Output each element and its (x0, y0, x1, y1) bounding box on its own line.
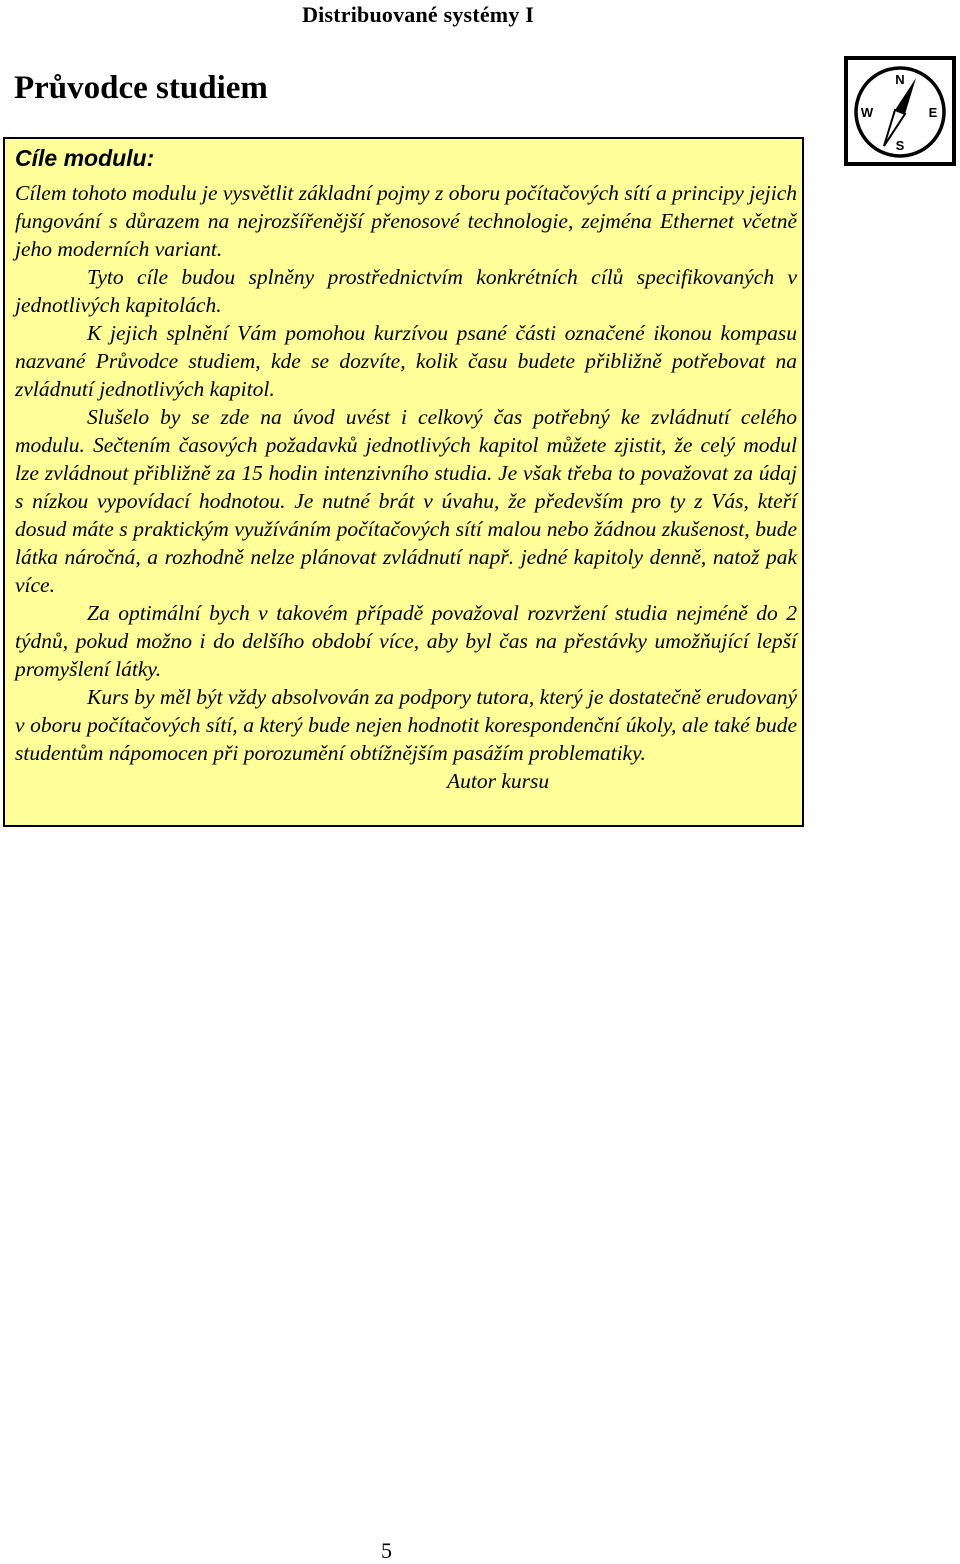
paragraph: Cílem tohoto modulu je vysvětlit základní pojmy z oboru počítačových sítí a principy jejich fungování s důrazem na nejrozšířenější přenosové technologie, zejména Ethernet včetně jeho moderních variant. (15, 181, 797, 261)
compass-south-label: S (895, 138, 905, 153)
author-signature: Autor kursu (447, 769, 550, 793)
page-title: Průvodce studiem (14, 70, 268, 106)
compass-north-label: N (895, 72, 905, 87)
compass-east-label: E (928, 105, 938, 120)
paragraph: Kurs by měl být vždy absolvován za podpory tutora, který je dostatečně erudovaný v oboru počítačových sítí, a který bude nejen hodnotit korespondenční úkoly, ale také bude studentům nápomocen při porozumění obtížnějším pasážím problematiky. (15, 685, 797, 765)
box-heading: Cíle modulu: (15, 145, 155, 171)
paragraph: Tyto cíle budou splněny prostřednictvím konkrétních cílů specifikovaných v jednotlivých kapitolách. (15, 265, 797, 317)
running-header: Distribuované systémy I (302, 2, 534, 27)
compass-icon (844, 56, 956, 166)
page-number: 5 (381, 1538, 392, 1563)
paragraph: K jejich splnění Vám pomohou kurzívou psané části označené ikonou kompasu nazvané Průvodce studiem, kde se dozvíte, kolik času budete přibližně potřebovat na zvládnutí jednotlivých kapitol. (15, 321, 797, 401)
paragraph: Slušelo by se zde na úvod uvést i celkový čas potřebný ke zvládnutí celého modulu. Sečtením časových požadavků jednotlivých kapitol můžete zjistit, že celý modul lze zvládnout přibližně za 15 hodin intenzivního studia. Je však třeba to považovat za údaj s nízkou vypovídací hodnotou. Je nutné brát v úvahu, že především pro ty z Vás, kteří dosud máte s praktickým využíváním počítačových sítí malou nebo žádnou zkušenost, bude látka náročná, a rozhodně nelze plánovat zvládnutí např. jedné kapitoly denně, natož pak více. (15, 405, 797, 597)
compass-west-label: W (860, 105, 874, 120)
study-guide-box (3, 137, 804, 827)
paragraph: Za optimální bych v takovém případě považoval rozvržení studia nejméně do 2 týdnů, pokud možno i do delšího období více, aby byl čas na přestávky umožňující lepší promyšlení látky. (15, 601, 797, 681)
box-body (15, 179, 797, 795)
